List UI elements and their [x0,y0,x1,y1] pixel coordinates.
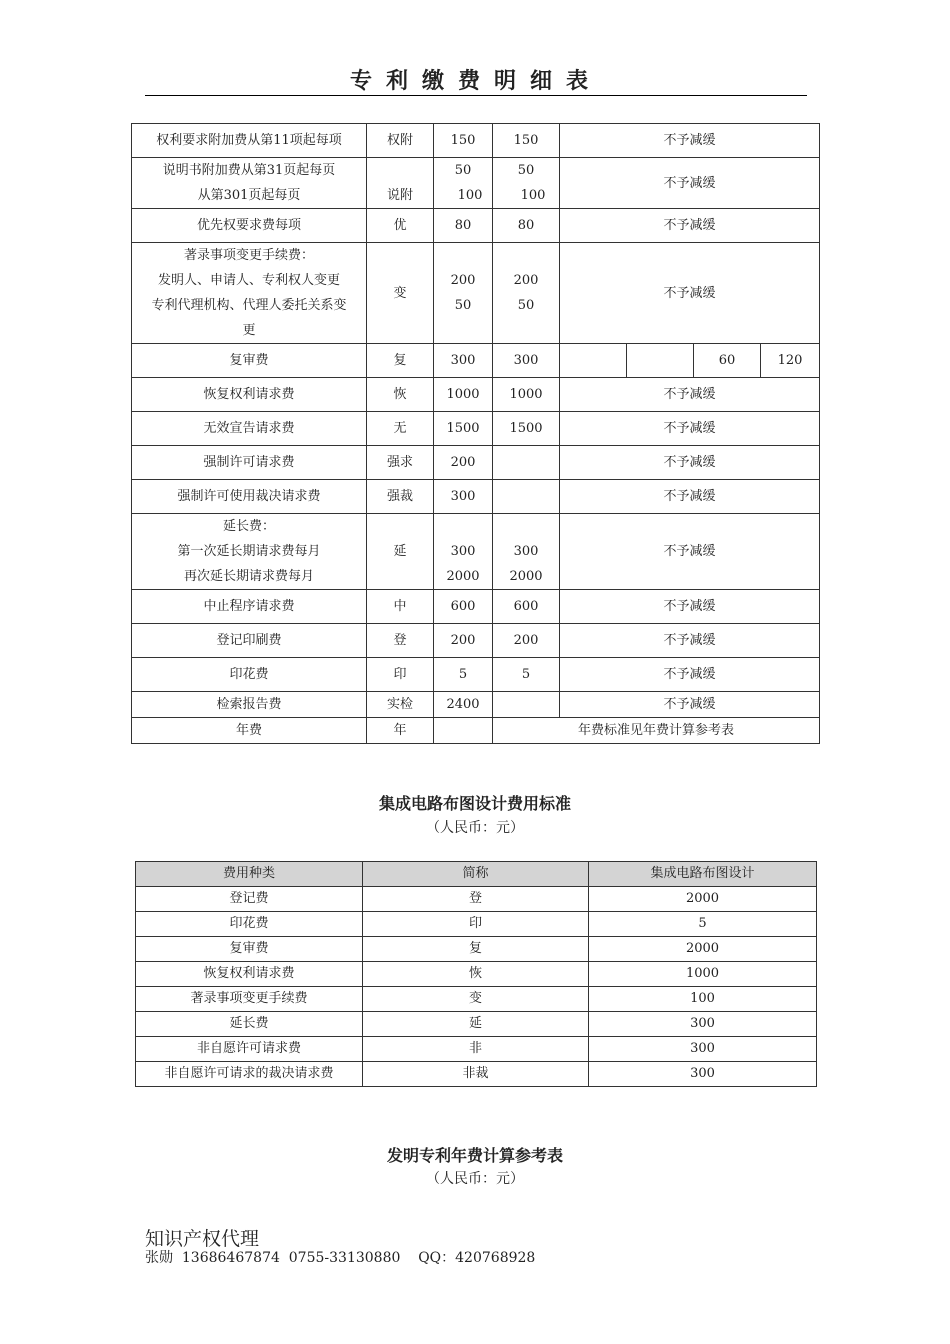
fee-amount: 120 [761,344,820,378]
fee-abbr: 优 [367,209,434,243]
fee-amount: 300 [493,344,560,378]
fee-amount: 80 [434,209,493,243]
annual-fee-section-title: 发明专利年费计算参考表 [386,1146,563,1165]
fee-note: 不予减缓 [560,590,820,624]
table-cell: 延长费 [136,1012,363,1037]
column-header: 集成电路布图设计 [589,862,817,887]
fee-abbr: 登 [367,624,434,658]
fee-name-line: 再次延长期请求费每月 [183,569,314,584]
fee-abbr: 强裁 [367,480,434,514]
table-cell: 著录事项变更手续费 [136,987,363,1012]
table-cell: 恢 [363,962,589,987]
table-cell: 2000 [589,937,817,962]
table-row [132,124,820,158]
table-row [132,692,820,718]
fee-note: 不予减缓 [560,378,820,412]
table-row [132,344,820,378]
fee-name: 权利要求附加费从第11项起每项 [132,124,367,158]
fee-amount-line: 300 [450,544,476,559]
fee-amount: 80 [493,209,560,243]
fee-name [132,514,367,590]
patent-fee-table [131,123,820,744]
table-row [132,446,820,480]
table-cell: 300 [589,1037,817,1062]
table-cell: 300 [589,1062,817,1087]
fee-amount: 1500 [493,412,560,446]
fee-amount: 600 [493,590,560,624]
fee-amount: 2400 [434,692,493,718]
fee-amount-line: 50 [517,163,535,178]
fee-amount [434,514,493,590]
fee-amount-line: 50 [454,298,472,313]
fee-name: 恢复权利请求费 [132,378,367,412]
table-row [136,1037,817,1062]
fee-abbr: 恢 [367,378,434,412]
fee-name: 强制许可使用裁决请求费 [132,480,367,514]
table-cell: 2000 [589,887,817,912]
table-row [132,658,820,692]
fee-amount: 5 [493,658,560,692]
table-cell: 非裁 [363,1062,589,1087]
table-row [136,1062,817,1087]
fee-name-line: 发明人、申请人、专利权人变更 [157,273,340,288]
fee-abbr: 无 [367,412,434,446]
title-underline [145,95,807,96]
fee-name: 印花费 [132,658,367,692]
fee-amount: 150 [493,124,560,158]
fee-amount: 1000 [493,378,560,412]
fee-abbr: 年 [367,718,434,744]
fee-amount-line: 100 [457,188,483,203]
table-cell: 登记费 [136,887,363,912]
fee-name-line: 更 [242,323,256,338]
fee-note: 不予减缓 [560,624,820,658]
fee-amount: 150 [434,124,493,158]
table-row [132,624,820,658]
fee-name: 中止程序请求费 [132,590,367,624]
fee-amount-line: 100 [520,188,546,203]
fee-abbr: 延 [367,514,434,590]
fee-abbr: 中 [367,590,434,624]
table-row [136,912,817,937]
fee-name: 无效宣告请求费 [132,412,367,446]
table-row [136,887,817,912]
fee-amount-line: 2000 [446,569,480,584]
fee-note: 不予减缓 [560,514,820,590]
table-cell: 恢复权利请求费 [136,962,363,987]
table-cell: 非自愿许可请求费 [136,1037,363,1062]
footer-company: 知识产权代理 [145,1228,260,1250]
fee-amount [434,718,493,744]
fee-name: 强制许可请求费 [132,446,367,480]
table-cell: 5 [589,912,817,937]
table-row [132,158,820,209]
table-row [132,412,820,446]
column-header: 简称 [363,862,589,887]
fee-amount [493,243,560,344]
ic-layout-fee-table [135,861,817,1087]
table-cell: 复 [363,937,589,962]
table-row [132,514,820,590]
fee-note: 不予减缓 [560,480,820,514]
fee-name: 年费 [132,718,367,744]
fee-note: 不予减缓 [560,243,820,344]
fee-amount-line: 200 [513,273,539,288]
fee-amount: 1500 [434,412,493,446]
fee-name: 复审费 [132,344,367,378]
table-cell: 印花费 [136,912,363,937]
table-row [136,1012,817,1037]
fee-note: 不予减缓 [560,412,820,446]
fee-amount [493,514,560,590]
table-row [136,962,817,987]
fee-amount: 1000 [434,378,493,412]
fee-abbr: 权附 [367,124,434,158]
fee-amount-line: 2000 [509,569,543,584]
ic-section-unit: （人民币：元） [426,820,524,836]
fee-amount [493,158,560,209]
fee-abbr: 印 [367,658,434,692]
table-cell: 登 [363,887,589,912]
fee-note: 不予减缓 [560,658,820,692]
ic-section-title: 集成电路布图设计费用标准 [378,794,571,813]
fee-amount [434,158,493,209]
table-cell: 印 [363,912,589,937]
fee-name: 检索报告费 [132,692,367,718]
fee-name: 登记印刷费 [132,624,367,658]
fee-amount: 200 [434,446,493,480]
fee-note: 不予减缓 [560,692,820,718]
fee-abbr: 强求 [367,446,434,480]
fee-amount: 5 [434,658,493,692]
footer-contact: 张勋 13686467874 0755-33130880 QQ：420768928 [145,1250,536,1266]
table-row [136,937,817,962]
fee-amount [493,692,560,718]
fee-name [132,158,367,209]
fee-amount: 60 [694,344,761,378]
table-cell: 1000 [589,962,817,987]
fee-amount [493,446,560,480]
fee-amount-line: 200 [450,273,476,288]
fee-name-line: 从第301页起每页 [197,188,301,203]
fee-note: 不予减缓 [560,124,820,158]
fee-amount [493,480,560,514]
table-row [132,209,820,243]
fee-amount [434,243,493,344]
fee-note: 不予减缓 [560,158,820,209]
table-cell: 延 [363,1012,589,1037]
fee-abbr: 说附 [367,158,434,209]
fee-name-line: 著录事项变更手续费： [183,248,314,263]
fee-note: 不予减缓 [560,209,820,243]
fee-name-line: 第一次延长期请求费每月 [177,544,321,559]
fee-abbr: 变 [367,243,434,344]
fee-note: 年费标准见年费计算参考表 [493,718,820,744]
page-title: 专利缴费明细表 [349,69,602,94]
fee-amount: 200 [434,624,493,658]
fee-amount-line: 300 [513,544,539,559]
table-row [132,480,820,514]
table-row [136,987,817,1012]
fee-abbr: 复 [367,344,434,378]
fee-amount: 300 [434,344,493,378]
fee-name: 优先权要求费每项 [132,209,367,243]
fee-abbr: 实检 [367,692,434,718]
table-row [132,590,820,624]
column-header: 费用种类 [136,862,363,887]
fee-amount [560,344,627,378]
table-row [132,243,820,344]
table-cell: 300 [589,1012,817,1037]
table-cell: 复审费 [136,937,363,962]
fee-amount [627,344,694,378]
fee-name-line: 说明书附加费从第31页起每页 [162,163,336,178]
fee-amount-line: 50 [517,298,535,313]
fee-name-line: 专利代理机构、代理人委托关系变 [151,298,347,313]
annual-fee-section-unit: （人民币：元） [426,1171,524,1187]
table-row [132,378,820,412]
fee-name-line: 延长费： [222,519,275,534]
fee-name [132,243,367,344]
fee-amount: 300 [434,480,493,514]
table-row [132,718,820,744]
table-cell: 100 [589,987,817,1012]
table-cell: 变 [363,987,589,1012]
table-cell: 非 [363,1037,589,1062]
fee-amount: 600 [434,590,493,624]
fee-amount: 200 [493,624,560,658]
fee-amount-line: 50 [454,163,472,178]
table-header-row [136,862,817,887]
table-cell: 非自愿许可请求的裁决请求费 [136,1062,363,1087]
fee-note: 不予减缓 [560,446,820,480]
